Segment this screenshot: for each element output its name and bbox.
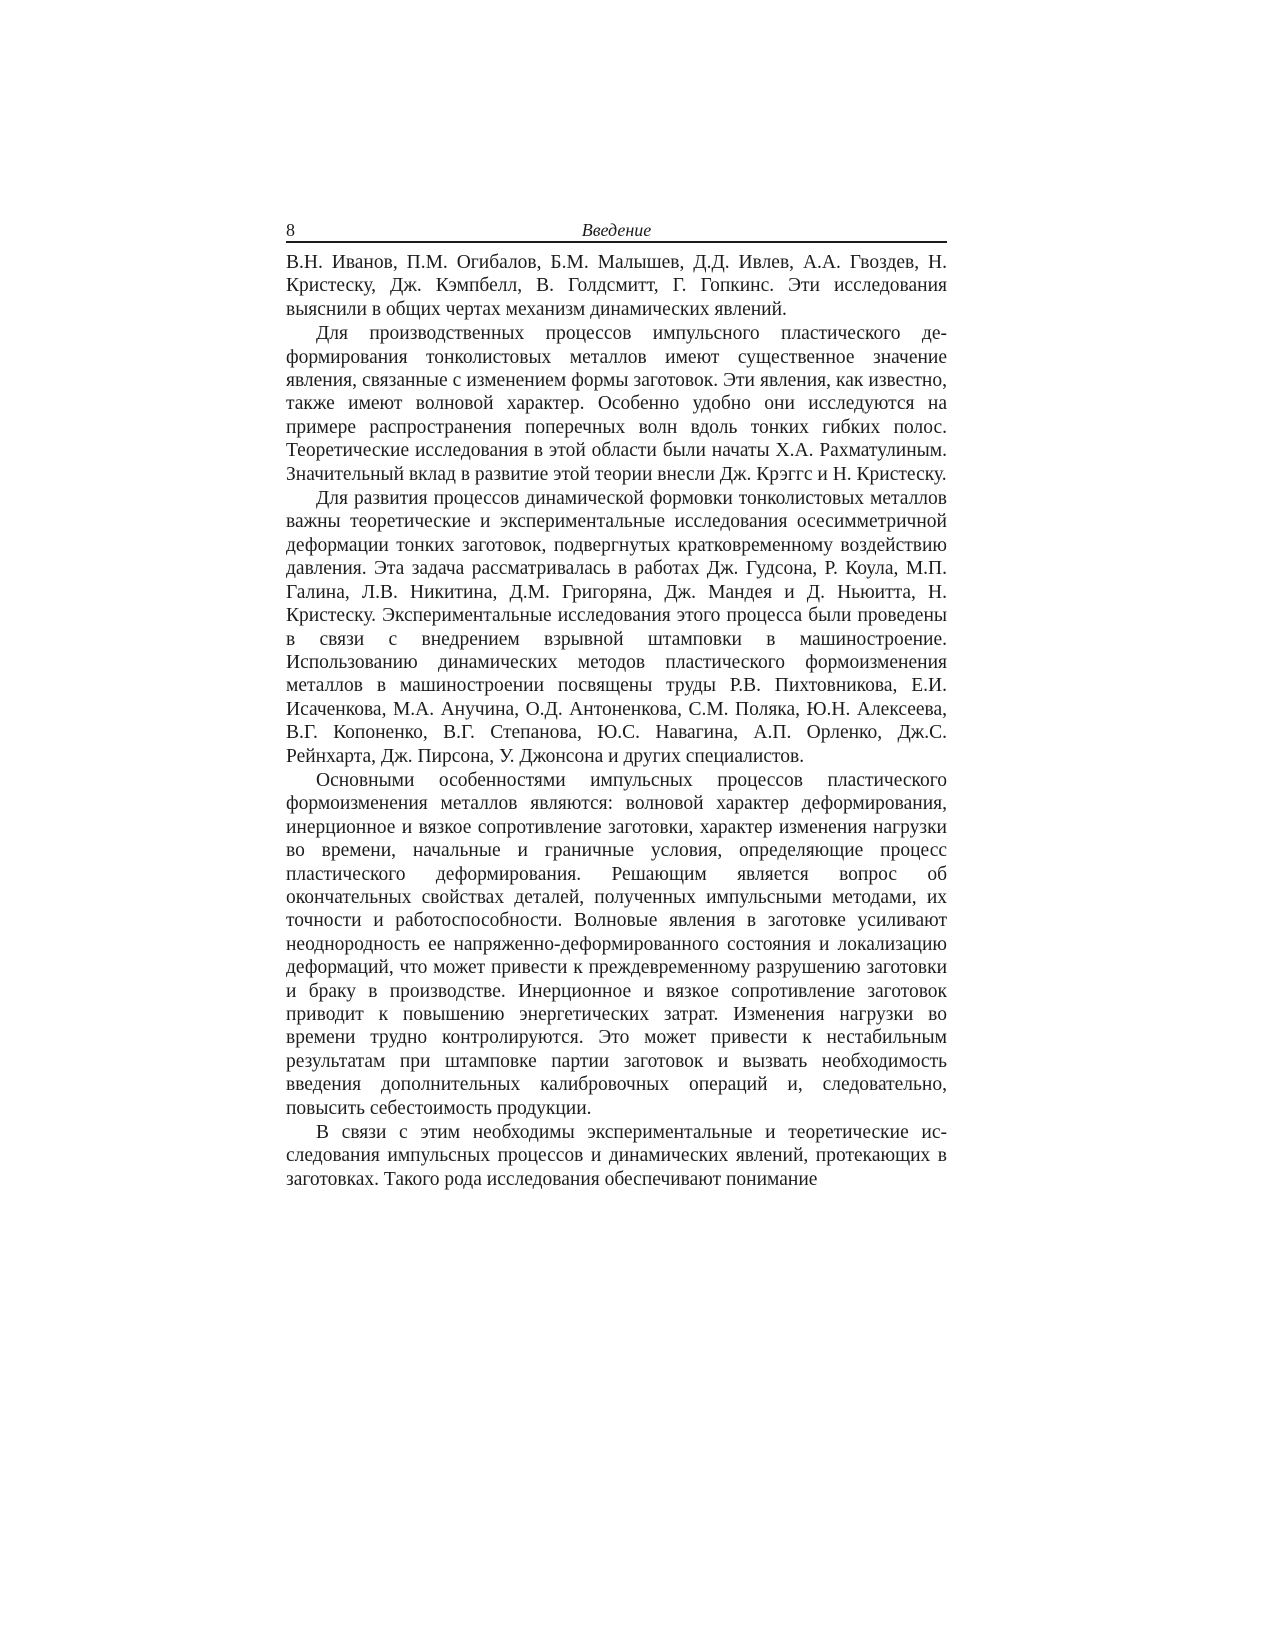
running-title: Введение xyxy=(581,220,652,240)
paragraph-continuation: В.Н. Иванов, П.М. Огибалов, Б.М. Малышев, Д.Д. Ивлев, А.А. Гвоздев, Н. Кристеску, Дж. Кэмпбелл, В. Голдсмитт, Г. Гопкинс. Эти исследования выяснили в общих чертах механизм динамических явлений. xyxy=(286,252,947,320)
running-head xyxy=(286,219,947,243)
book-page xyxy=(286,219,947,1192)
paragraph: Основными особенностями импульсных процессов пластического формоизменения металлов являются: волновой характер деформирования, инерционное и вязкое сопротивление заготовки, характер изменения нагрузки во времени, начальные и граничные условия, определяющие процесс пластического деформирования. Решающим является вопрос об окончательных свойствах деталей, полученных импульсными методами, их точности и работоспособности. Волновые явления в заготовке усиливают неоднородность ее напряженно-деформированного состояния и локализацию деформаций, что может привести к преждевременному разрушению заготовки и браку в производстве. Инерционное и вязкое сопротивление заготовок приводит к повышению энергетических затрат. Изменения нагрузки во времени трудно контролируются. Это может привести к нестабильным результатам при штамповке партии заготовок и вызвать необходимость введения дополнительных калибровочных операций и, следовательно, повысить себестоимость продукции. xyxy=(286,769,947,1119)
paragraph: В связи с этим необходимы экспериментальные и теоретические исследования импульсных процессов и динамических явлений, протекающих в заготовках. Такого рода исследования обеспечивают понимание xyxy=(286,1122,947,1190)
page-number: 8 xyxy=(286,220,295,240)
paragraph: Для производственных процессов импульсного пластического деформирования тонколистовых металлов имеют существенное значение явления, связанные с изменением формы заготовок. Эти явления, как известно, также имеют волновой характер. Особенно удобно они исследуются на примере распространения поперечных волн вдоль тонких гибких полос. Теоретические исследования в этой области были начаты Х.А. Рахматулиным. Значительный вклад в развитие этой теории внесли Дж. Крэггс и Н. Кристеску. xyxy=(286,323,947,485)
body-text xyxy=(286,251,947,1191)
paragraph: Для развития процессов динамической формовки тонколистовых металлов важны теоретические и экспериментальные исследования осесимметричной деформации тонких заготовок, подвергнутых кратковременному воздействию давления. Эта задача рассматривалась в работах Дж. Гудсона, Р. Коула, М.П. Галина, Л.В. Никитина, Д.М. Григоряна, Дж. Мандея и Д. Ньюитта, Н. Кристеску. Экспериментальные исследования этого процесса были проведены в связи с внедрением взрывной штамповки в машиностроение. Использованию динамических методов пластического формоизменения металлов в машиностроении посвящены труды Р.В. Пихтовникова, Е.И. Исаченкова, М.А. Анучина, О.Д. Антоненкова, С.М. Поляка, Ю.Н. Алексеева, В.Г. Копоненко, В.Г. Степанова, Ю.С. Навагина, А.П. Орленко, Дж.С. Рейнхарта, Дж. Пирсона, У. Джонсона и других специалистов. xyxy=(286,488,947,767)
